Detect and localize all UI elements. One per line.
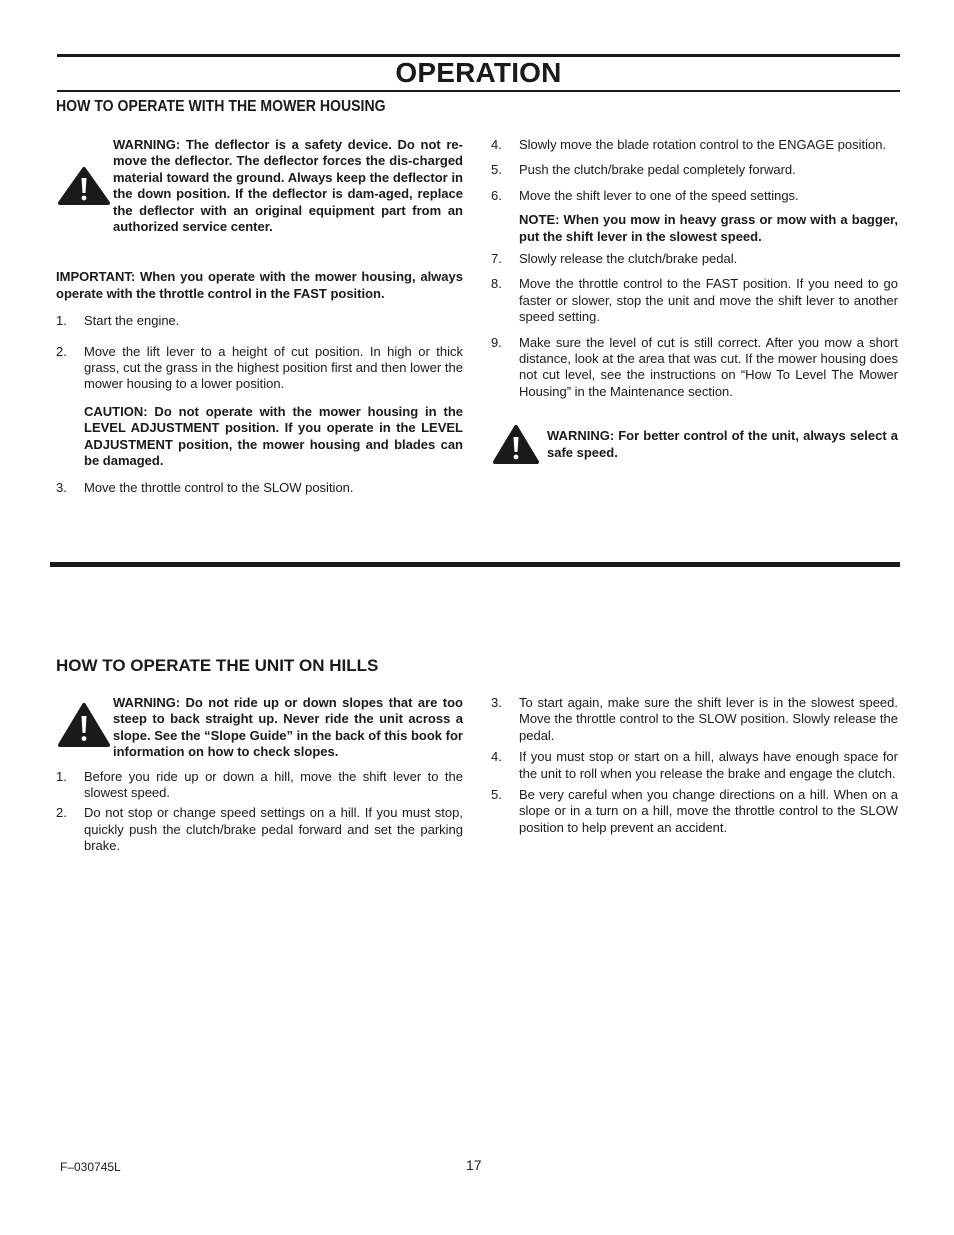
list-item [56, 805, 463, 854]
section-divider [50, 562, 900, 567]
warning-triangle-icon [491, 424, 547, 468]
slope-warning-text: WARNING: Do not ride up or down slopes that are too steep to back straight up. Never ride the unit across a slope. See the “Slope Guide” in the back of this book for information on how to check slopes. [113, 695, 463, 760]
list-item-text: Move the throttle control to the SLOW position. [84, 479, 354, 495]
list-item [491, 251, 898, 267]
list-item-text: Slowly move the blade rotation control to the ENGAGE position. [519, 137, 887, 152]
title-rule [57, 90, 900, 92]
list-item-text: Move the throttle control to the FAST position. If you need to go faster or slower, stop the unit and move the shift lever to another speed setting. [519, 276, 898, 325]
mower-left-column [56, 137, 463, 496]
list-item [491, 749, 898, 782]
speed-warning-text: WARNING: For better control of the unit, always select a safe speed. [547, 428, 898, 460]
mower-right-column [491, 137, 898, 468]
list-item-number: 5. [491, 787, 502, 803]
list-item-number: 3. [56, 479, 67, 495]
list-item-number: 1. [56, 768, 67, 784]
section-heading-mower-housing: HOW TO OPERATE WITH THE MOWER HOUSING [56, 98, 386, 115]
warning-triangle-icon [56, 695, 113, 751]
list-item-number: 9. [491, 334, 502, 350]
list-item-text: Slowly release the clutch/brake pedal. [519, 251, 738, 267]
hills-left-column [56, 695, 463, 855]
list-item [491, 137, 898, 153]
hills-right-column [491, 695, 898, 836]
speed-warning [491, 424, 898, 468]
important-note: IMPORTANT: When you operate with the mower housing, always operate with the throttle control in the FAST position. [56, 269, 463, 301]
caution-note: CAUTION: Do not operate with the mower housing in the LEVEL ADJUSTMENT position. If you operate in the LEVEL ADJUSTMENT position, the mower housing and blades can be damaged. [84, 403, 463, 469]
list-item [56, 480, 463, 496]
list-item-text: Be very careful when you change directions on a hill. When on a slope or in a turn on a hill, move the throttle control to the SLOW position to help prevent an accident. [519, 787, 898, 835]
list-item-text: Do not stop or change speed settings on a hill. If you must stop, quickly push the clutch/brake pedal forward and set the parking brake. [84, 805, 463, 854]
list-item-text: Make sure the level of cut is still correct. After you mow a short distance, look at the area that was cut. If the mower housing does not cut level, see the instructions on “How To Level The Mower Housing” in the Maintenance section. [519, 334, 898, 399]
warning-triangle-icon [56, 137, 113, 207]
list-item [491, 335, 898, 401]
document-code: F–030745L [60, 1160, 121, 1174]
list-item [491, 695, 898, 744]
list-item-number: 5. [491, 162, 502, 178]
list-item-text: Move the lift lever to a height of cut position. In high or thick grass, cut the grass in the highest position first and then lower the mower housing to a lower position. [84, 343, 463, 392]
list-item-number: 6. [491, 187, 502, 203]
list-item-text: Start the engine. [84, 313, 180, 329]
list-item-number: 2. [56, 343, 67, 359]
section-heading-hills: HOW TO OPERATE THE UNIT ON HILLS [56, 656, 379, 675]
bagger-note: NOTE: When you mow in heavy grass or mow with a bagger, put the shift lever in the slowest speed. [519, 212, 898, 244]
list-item-text: If you must stop or start on a hill, always have enough space for the unit to roll when you release the brake and engage the clutch. [519, 749, 898, 781]
list-item [56, 313, 463, 329]
list-item-number: 8. [491, 276, 502, 292]
list-item [56, 344, 463, 393]
deflector-warning [56, 137, 463, 235]
page-number: 17 [466, 1157, 482, 1173]
slope-warning [56, 695, 463, 761]
list-item [491, 162, 898, 178]
list-item [491, 787, 898, 836]
list-item [491, 276, 898, 325]
list-item-number: 1. [56, 313, 67, 329]
page-title: OPERATION [395, 57, 562, 88]
list-item [491, 188, 898, 204]
list-item-number: 3. [491, 695, 502, 710]
list-item-text: To start again, make sure the shift lever is in the slowest speed. Move the throttle control to the SLOW position. Slowly release the pedal. [519, 695, 898, 743]
list-item-number: 7. [491, 251, 502, 267]
list-item-text: Move the shift lever to one of the speed settings. [519, 187, 799, 203]
list-item-number: 4. [491, 137, 502, 152]
list-item-text: Push the clutch/brake pedal completely forward. [519, 162, 796, 178]
list-item-number: 2. [56, 805, 67, 821]
list-item-number: 4. [491, 749, 502, 765]
list-item [56, 769, 463, 802]
list-item-text: Before you ride up or down a hill, move the shift lever to the slowest speed. [84, 768, 463, 801]
deflector-warning-text: WARNING: The deflector is a safety device. Do not re-move the deflector. The deflector forces the dis-charged material toward the ground. Always keep the deflector in the down position. If the deflector is dam-aged, replace the deflector with an original equipment part from an authorized service center. [113, 137, 463, 235]
